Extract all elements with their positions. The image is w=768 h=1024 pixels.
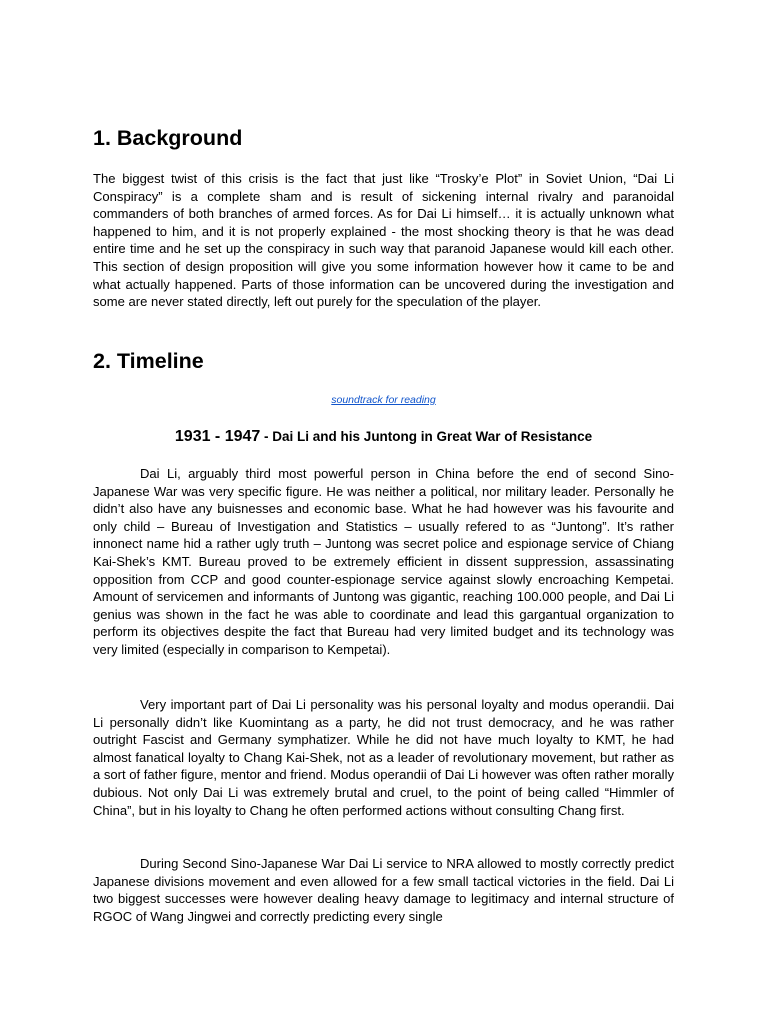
section-years: 1931 - 1947 bbox=[174, 428, 261, 445]
section-subheading bbox=[93, 428, 674, 446]
timeline-paragraph: Very important part of Dai Li personality was his personal loyalty and modus operandii. Dai Li personally didn’t like Kuomintang as a party, he did not trust democracy, and he was rather outright Fascist and Germany symphatizer. While he did not have much loyalty to KMT, he had almost fanatical loyalty to Chang Kai-Shek, not as a leader of revolutionary movement, but rather as a sort of father figure, mentor and friend. Modus operandii of Dai Li however was often rather morally dubious. Not only Dai Li was extremely brutal and cruel, to the point of being called “Himmler of China”, but in his loyalty to Chang he often performed actions without consulting Chang first. bbox=[93, 697, 674, 818]
timeline-paragraph: During Second Sino-Japanese War Dai Li service to NRA allowed to mostly correctly predict Japanese divisions movement and even allowed for a few small tactical victories in the field. Dai Li two biggest successes were however dealing heavy damage to legitimacy and internal structure of RGOC of Wang Jingwei and correctly predicting every single bbox=[93, 856, 674, 924]
background-heading: 1. Background bbox=[93, 126, 243, 150]
soundtrack-link[interactable]: soundtrack for reading bbox=[331, 394, 436, 406]
timeline-heading: 2. Timeline bbox=[93, 349, 204, 373]
section-title: - Dai Li and his Juntong in Great War of Resistance bbox=[260, 429, 593, 444]
background-paragraph: The biggest twist of this crisis is the fact that just like “Trosky’e Plot” in Soviet Union, “Dai Li Conspiracy” is a complete sham and is result of sickening internal rivalry and paranoidal commanders of both branches of armed forces. As for Dai Li himself… it is actually unknown what happened to him, and it is not properly explained - the most shocking theory is that he was dead entire time and he set up the conspiracy in such way that paranoid Japanese would kill each other. This section of design proposition will give you some information however how it came to be and what actually happened. Parts of those information can be uncovered during the investigation and some are never stated directly, left out purely for the speculation of the player. bbox=[93, 171, 674, 310]
timeline-paragraph: Dai Li, arguably third most powerful person in China before the end of second Sino-Japanese War was very specific figure. He was neither a political, nor military leader. Personally he didn’t also have any buisnesses and economic base. What he had however was his favourite and only child – Bureau of Investigation and Statistics – usually refered to as “Juntong”. It’s rather innonect name hid a rather ugly truth – Juntong was secret police and espionage service of Chiang Kai-Shek’s KMT. Bureau proved to be extremely efficient in dissent suppression, assassinating opposition from CCP and good counter-espionage service against slowly encroaching Kempetai. Amount of servicemen and informants of Juntong was gigantic, reaching 100.000 people, and Dai Li genius was shown in the fact he was able to coordinate and lead this gargantual organization to perform its objectives despite the fact that Bureau had very limited budget and its technology was very limited (especially in comparison to Kempetai). bbox=[93, 466, 674, 657]
